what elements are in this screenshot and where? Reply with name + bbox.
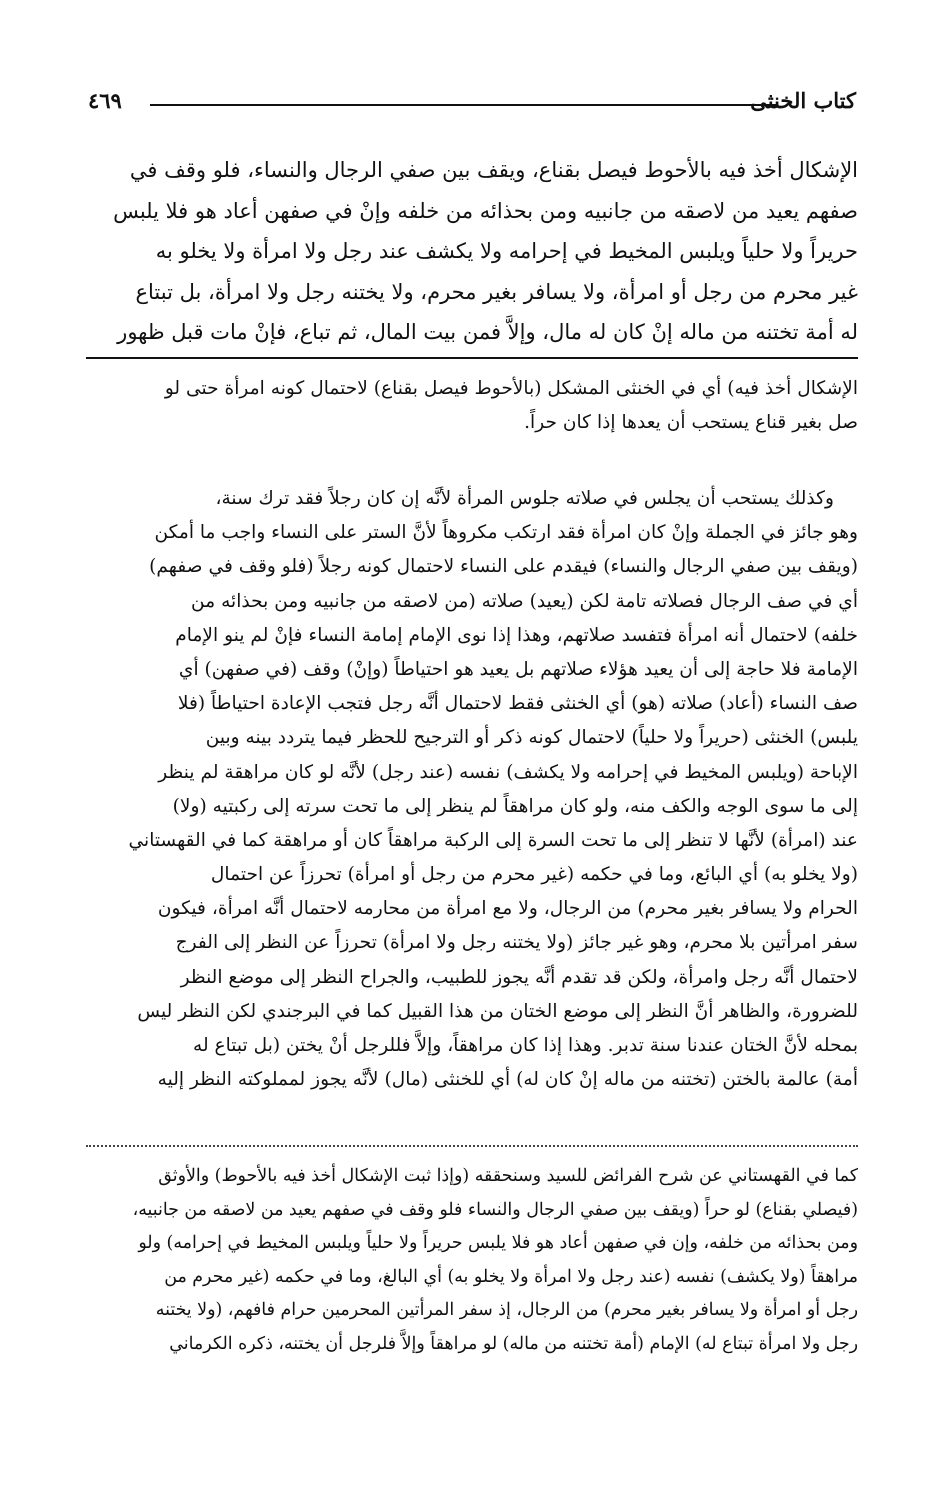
matn-line: له أمة تختنه من ماله إنْ كان له مال، وإلاَّ فمن بيت المال، ثم تباع، فإنْ مات قبل ظهور [117,320,858,344]
footnote-line: كما في القهستاني عن شرح الفرائض للسيد وسنحققه (وإذا ثبت الإشكال أخذ فيه بالأحوط) والأوثق [158,1166,858,1186]
commentary-opening [86,372,858,440]
commentary-line: (ويقف بين صفي الرجال والنساء) فيقدم على النساء لاحتمال كونه رجلاً (فلو وقف في صفهم) [149,556,858,578]
matn-line: الإشكال أخذ فيه بالأحوط فيصل بقناع، ويقف بين صفي الرجال والنساء، فلو وقف في [129,158,858,182]
footnote-line: رجل ولا امرأة تبتاع له) الإمام (أمة تختنه من ماله) لو مراهقاً وإلاَّ فلرجل أن يختنه، ذكره الكرماني [169,1333,858,1354]
commentary-line: إلى ما سوى الوجه والكف منه، ولو كان مراهقاً لم ينظر إلى ما تحت سرته إلى ركبتيه (ولا) [172,795,858,817]
commentary-line: (ولا يخلو به) أي البائع، وما في حكمه (غير محرم من رجل أو امرأة) تحرزاً عن احتمال [210,864,858,886]
header-rule [150,104,778,106]
commentary-line: لاحتمال أنَّه رجل وامرأة، ولكن قد تقدم أنَّه يجوز للطبيب، والجراح النظر إلى موضع النظر [180,966,858,988]
commentary-line: خلفه) لاحتمال أنه امرأة فتفسد صلاتهم، وهذا إذا نوى الإمام إمامة النساء فإنْ لم ينو الإمام [175,624,858,646]
footnote-line: ومن بحذائه من خلفه، وإن في صفهن أعاد هو فلا يلبس حريراً ولا حلياً ويلبس المخيط في إحرامه) ولو [138,1233,858,1253]
footnotes [86,1160,858,1361]
commentary-line: صل بغير قناع يستحب أن يعدها إذا كان حراً. [524,412,858,434]
footnote-line: (فيصلي بقناع) لو حراً (ويقف بين صفي الرجال والنساء فلو وقف في صفهم يعيد من لاصقه من جانبيه، [132,1199,858,1220]
commentary-line: أي في صف الرجال فصلاته تامة لكن (يعيد) صلاته (من لاصقه من جانبيه ومن بحذائه من [191,590,858,612]
commentary-line: وهو جائز في الجملة وإنْ كان امرأة فقد ارتكب مكروهاً لأنَّ الستر على النساء واجب ما أمكن [154,522,858,544]
matn-line: صفهم يعيد من لاصقه من جانبيه ومن بحذائه من خلفه وإنْ في صفهن أعاد هو فلا يلبس [113,198,858,223]
running-header [88,88,856,122]
commentary-line: الإباحة (ويلبس المخيط في إحرامه ولا يكشف) نفسه (عند رجل) لأنَّه لو كان مراهقة لم ينظر [158,761,858,783]
commentary-line: سفر امرأتين بلا محرم، وهو غير جائز (ولا يختنه رجل ولا امرأة) تحرزاً عن النظر إلى الفرج [175,932,858,954]
commentary-line: عند (امرأة) لأنَّها لا تنظر إلى ما تحت السرة إلى الركبة مراهقاً كان أو مراهقة كما في القهستاني [128,829,858,851]
commentary-line: الإشكال أخذ فيه) أي في الخنثى المشكل (بالأحوط فيصل بقناع) لاحتمال كونه امرأة حتى لو [164,378,858,399]
commentary-line: يلبس) الخنثى (حريراً ولا حلياً) لاحتمال كونه ذكر أو الترجيح للحظر فيما يتردد بينه وبين [205,727,858,749]
commentary-line: الحرام ولا يسافر بغير محرم) من الرجال، ولا مع امرأة من محارمه لاحتمال أنَّه امرأة، فيكون [157,898,858,920]
book-title: كتاب الخنثى [750,88,856,113]
commentary-line: وكذلك يستحب أن يجلس في صلاته جلوس المرأة لأنَّه إن كان رجلاً فقد ترك سنة، [215,488,834,509]
matn-divider [86,357,858,359]
commentary-line: للضرورة، والظاهر أنَّ النظر إلى موضع الختان من هذا القبيل كما في البرجندي لكن النظر ليس [137,1000,858,1022]
page-number: ٤٦٩ [88,88,122,113]
matn-line: حريراً ولا حلياً ويلبس المخيط في إحرامه ولا يكشف عند رجل ولا امرأة ولا يخلو به [155,239,858,263]
commentary-line: صف النساء (أعاد) صلاته (هو) أي الخنثى فقط لاحتمال أنَّه رجل فتجب الإعادة احتياطاً (فلا [177,693,858,715]
commentary-line: بمحله لأنَّ الختان عندنا سنة تدبر. وهذا إذا كان مراهقاً، وإلاَّ فللرجل أنْ يختن (بل تبتاع له [193,1035,858,1056]
commentary-line: أمة) عالمة بالختن (تختنه من ماله إنْ كان له) أي للخنثى (مال) لأنَّه يجوز لمملوكته النظر إليه [157,1069,858,1091]
matn-text [86,150,858,353]
footnote-separator [86,1145,858,1147]
footnote-line: رجل أو امرأة ولا يسافر بغير محرم) من الرجال، إذ سفر المرأتين المحرمين حرام فافهم، (ولا يختنه [155,1300,858,1320]
commentary-body [86,482,858,1097]
matn-line: غير محرم من رجل أو امرأة، ولا يسافر بغير محرم، ولا يختنه رجل ولا امرأة، بل تبتاع [135,279,858,304]
footnote-line: مراهقاً (ولا يكشف) نفسه (عند رجل ولا امرأة ولا يخلو به) أي البالغ، وما في حكمه (غير محرم من [164,1266,858,1287]
commentary-line: الإمامة فلا حاجة إلى أن يعيد هؤلاء صلاتهم بل يعيد هو احتياطاً (وإنْ) وقف (في صفهن) أي [178,658,858,680]
